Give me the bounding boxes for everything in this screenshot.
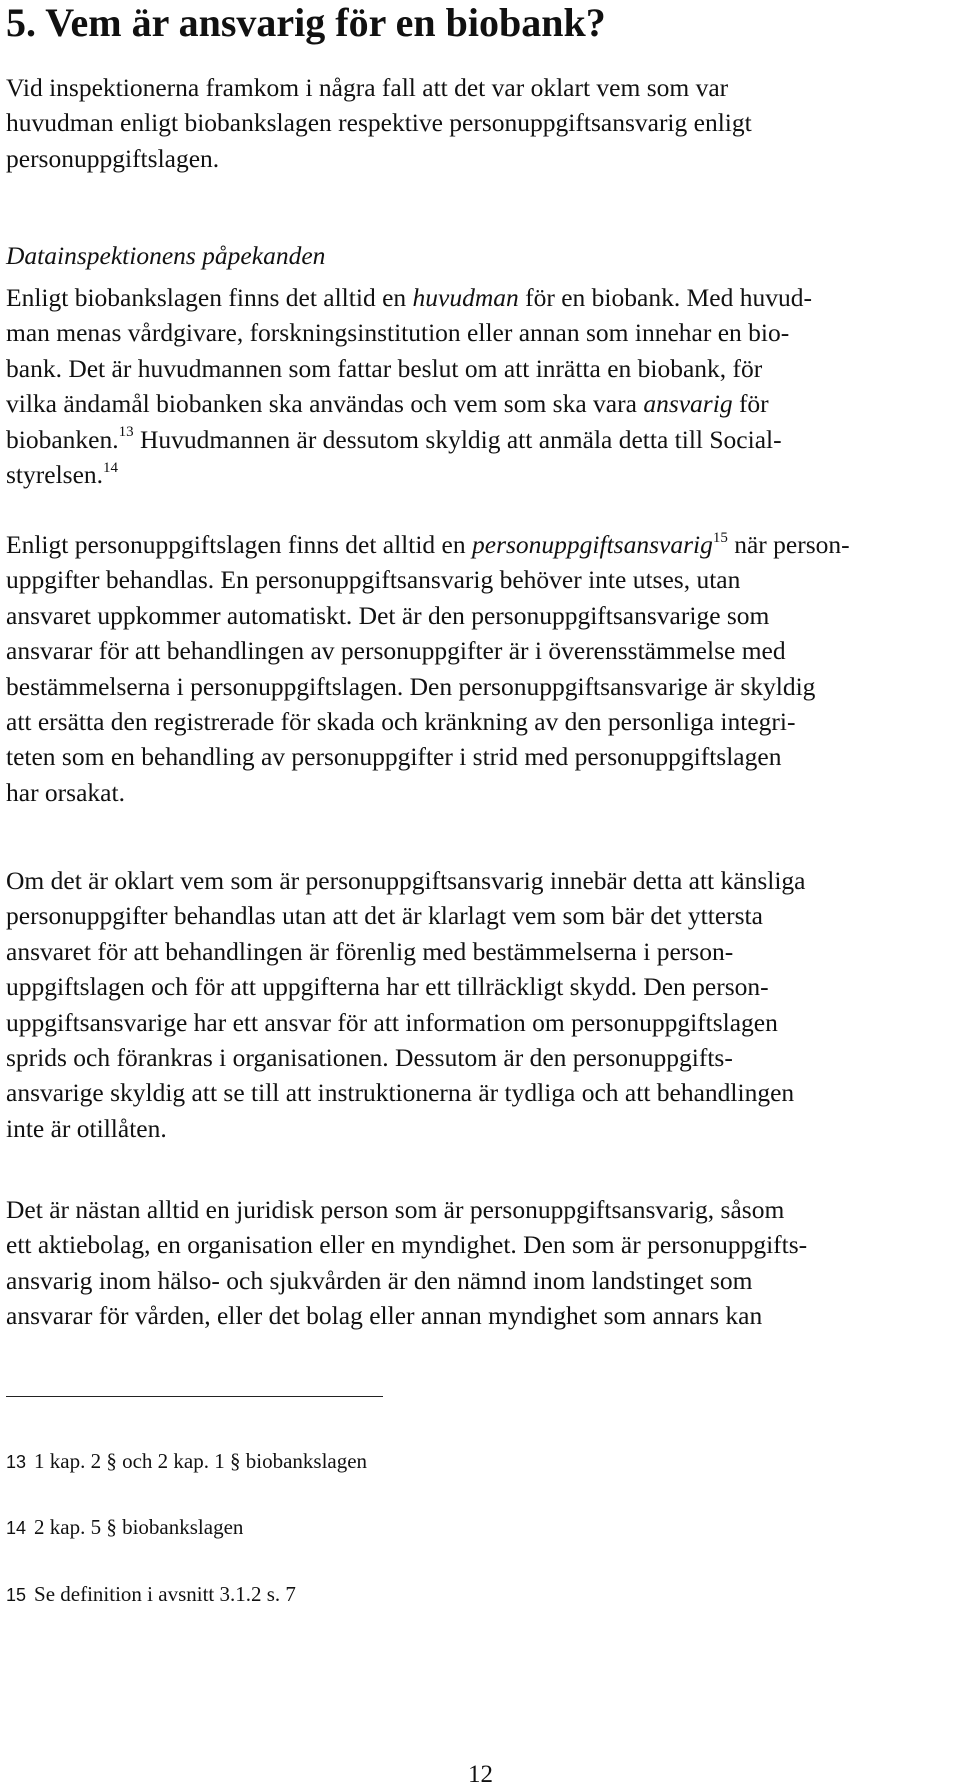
paragraph-oklart [6,863,951,1146]
text-line: man menas vårdgivare, forskningsinstitution eller annan som innehar en bio- [6,318,790,348]
footnote-13 [6,1448,367,1475]
text-line: ansvarige skyldig att se till att instruktionerna är tydliga och att behandlingen [6,1078,795,1108]
text-line: uppgiftsansvarige har ett ansvar för att information om personuppgiftslagen [6,1007,778,1037]
text-run: styrelsen. [6,460,104,490]
text-run: för [732,389,769,419]
text-line: sprids och förankras i organisationen. Dessutom är den personuppgifts- [6,1043,733,1073]
text-line: ansvaret uppkommer automatiskt. Det är den personuppgiftsansvarige som [6,600,770,630]
footnote-number: 13 [6,1452,27,1472]
text-line: teten som en behandling av personuppgifter i strid med personuppgiftslagen [6,742,782,772]
text-line: huvudman enligt biobankslagen respektive personuppgiftsansvarig enligt [6,108,752,138]
footnote-text: Se definition i avsnitt 3.1.2 s. 7 [34,1582,296,1606]
text-line: att ersätta den registrerade för skada och kränkning av den personliga integri- [6,707,796,737]
text-line: har orsakat. [6,777,125,807]
text-line: Vid inspektionerna framkom i några fall att det var oklart vem som var [6,73,729,102]
text-line: inte är otillåten. [6,1113,167,1143]
subheading: Datainspektionens påpekanden [6,241,326,270]
text-run: för en biobank. Med huvud- [518,283,812,312]
text-run: Huvudmannen är dessutom skyldig att anmäla detta till Social- [133,424,782,454]
text-line: uppgiftslagen och för att uppgifterna har ett tillräckligt skydd. Den person- [6,972,769,1002]
italic-term: huvudman [412,283,519,312]
footnote-ref[interactable]: 15 [712,529,728,546]
section-heading: 5. Vem är ansvarig för en biobank? [6,0,606,45]
text-line: ansvarar för vården, eller det bolag eller annan myndighet som annars kan [6,1301,763,1331]
text-line: bestämmelserna i personuppgiftslagen. Den personuppgiftsansvarige är skyldig [6,671,816,701]
text-line: Om det är oklart vem som är personuppgiftsansvarig innebär detta att känsliga [6,866,806,895]
paragraph-juridisk-person [6,1192,951,1334]
footnote-divider [6,1396,383,1397]
text-line: Det är nästan alltid en juridisk person som är personuppgiftsansvarig, såsom [6,1195,785,1224]
footnote-number: 15 [6,1585,27,1605]
text-run: när person- [727,530,850,559]
footnote-ref[interactable]: 13 [118,424,134,441]
text-run: biobanken. [6,424,119,454]
footnote-text: 2 kap. 5 § biobankslagen [34,1515,244,1539]
text-line: ett aktiebolag, en organisation eller en myndighet. Den som är personuppgifts- [6,1230,808,1260]
text-line: personuppgiftslagen. [6,143,220,173]
footnote-15 [6,1581,296,1608]
text-line: personuppgifter behandlas utan att det är klarlagt vem som bär det yttersta [6,901,763,931]
text-run: Enligt personuppgiftslagen finns det alltid en [6,530,472,559]
text-line: ansvarar för att behandlingen av personuppgifter är i överensstämmelse med [6,636,786,666]
footnote-number: 14 [6,1518,27,1538]
text-run: vilka ändamål biobanken ska användas och vem som ska vara [6,389,644,419]
text-line: bank. Det är huvudmannen som fattar beslut om att inrätta en biobank, för [6,353,763,383]
paragraph-personuppgiftsansvarig [6,527,951,810]
italic-term: personuppgiftsansvarig [472,530,713,559]
text-line: ansvaret för att behandlingen är förenlig med bestämmelserna i person- [6,936,734,966]
text-line: ansvarig inom hälso- och sjukvården är den nämnd inom landstinget som [6,1265,753,1295]
text-line: uppgifter behandlas. En personuppgiftsansvarig behöver inte utses, utan [6,565,741,595]
footnote-ref[interactable]: 14 [103,459,119,476]
footnote-14 [6,1514,243,1541]
footnote-text: 1 kap. 2 § och 2 kap. 1 § biobankslagen [34,1449,368,1473]
intro-paragraph [6,70,951,176]
page-number: 12 [468,1761,493,1788]
text-run: Enligt biobankslagen finns det alltid en [6,283,413,312]
italic-term: ansvarig [643,389,733,419]
paragraph-huvudman [6,280,951,492]
